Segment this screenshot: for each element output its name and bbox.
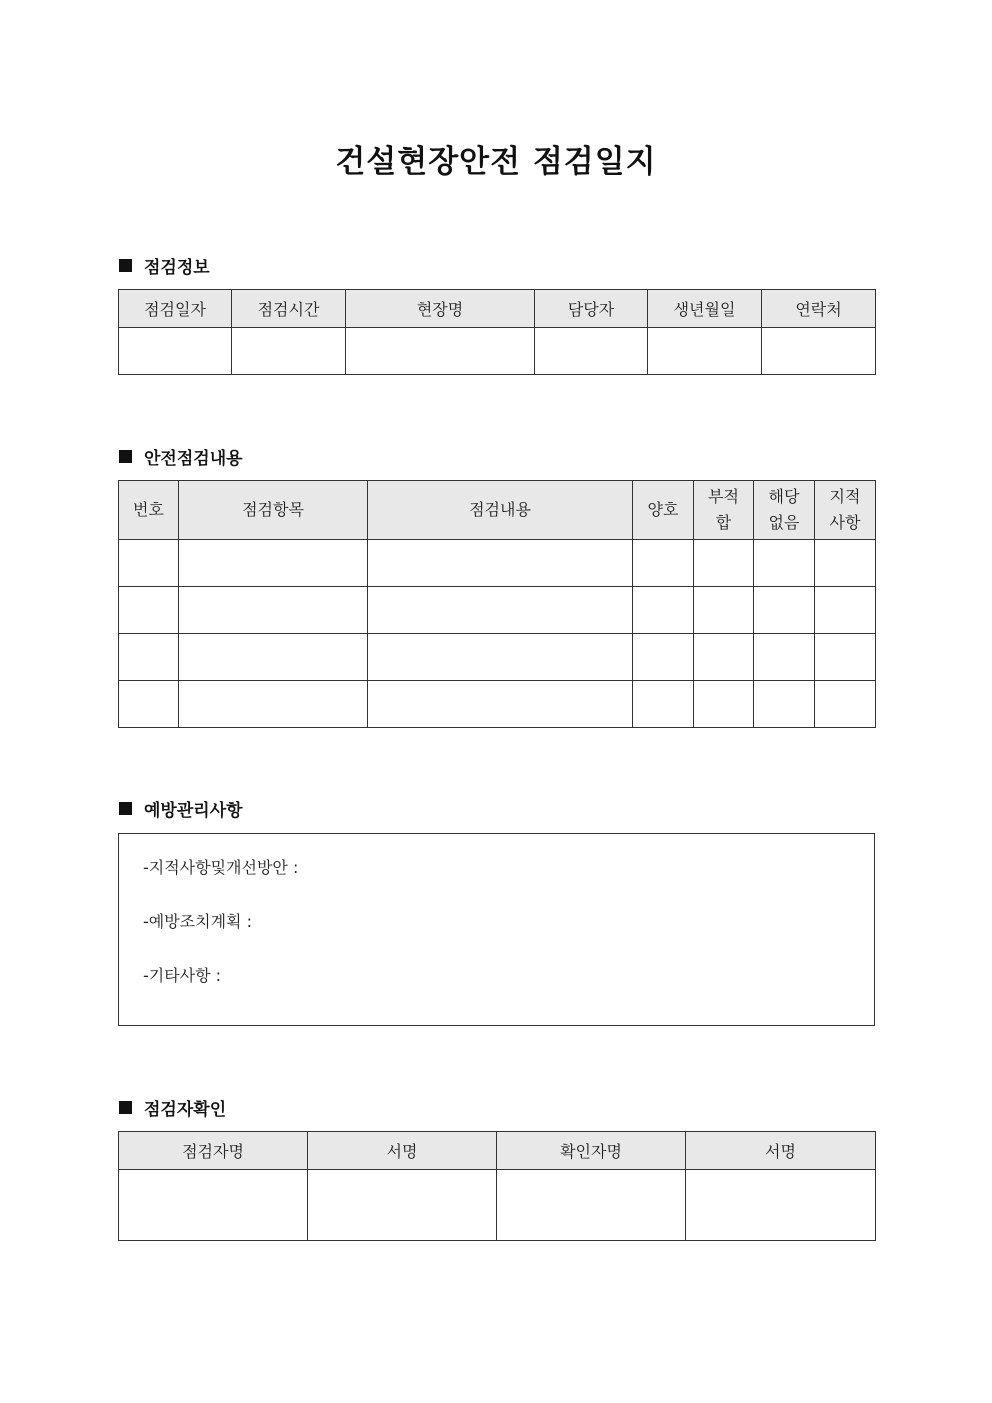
section-heading-content-label: 안전점검내용 — [144, 448, 243, 469]
table-header-row — [119, 290, 876, 328]
good-cell[interactable] — [633, 540, 694, 587]
header-inspection-date: 점검일자 — [119, 290, 232, 328]
table-header-row — [119, 1132, 876, 1170]
inspector-signature-cell[interactable] — [308, 1170, 497, 1241]
header-birth-date: 생년월일 — [648, 290, 762, 328]
table-row — [119, 587, 876, 634]
header-site-name: 현장명 — [346, 290, 535, 328]
unsuitable-cell[interactable] — [694, 587, 754, 634]
square-bullet-icon — [119, 802, 132, 815]
header-confirmer-signature: 서명 — [686, 1132, 876, 1170]
section-heading-info — [119, 253, 210, 277]
table-row — [119, 1170, 876, 1241]
header-good: 양호 — [633, 481, 694, 540]
check-content-cell[interactable] — [368, 681, 633, 728]
page-title: 건설현장안전 점검일지 — [335, 144, 657, 180]
table-row — [119, 328, 876, 375]
section-heading-prevention — [119, 796, 243, 820]
improvement-plan-line: -지적사항및개선방안 : — [143, 858, 299, 877]
header-check-content: 점검내용 — [368, 481, 633, 540]
remarks-cell[interactable] — [815, 634, 876, 681]
not-applicable-cell[interactable] — [754, 540, 815, 587]
confirmer-name-cell[interactable] — [497, 1170, 686, 1241]
header-check-item: 점검항목 — [179, 481, 368, 540]
check-content-cell[interactable] — [368, 634, 633, 681]
unsuitable-cell[interactable] — [694, 540, 754, 587]
header-confirmer-name: 확인자명 — [497, 1132, 686, 1170]
confirmer-signature-cell[interactable] — [686, 1170, 876, 1241]
table-row — [119, 681, 876, 728]
square-bullet-icon — [119, 1101, 132, 1114]
birth-date-cell[interactable] — [648, 328, 762, 375]
check-item-cell[interactable] — [179, 587, 368, 634]
inspector-name-cell[interactable] — [119, 1170, 308, 1241]
header-remarks: 지적 사항 — [815, 481, 876, 540]
other-notes-line: -기타사항 : — [143, 966, 222, 985]
inspection-time-cell[interactable] — [232, 328, 346, 375]
unsuitable-cell[interactable] — [694, 634, 754, 681]
header-manager: 담당자 — [535, 290, 648, 328]
not-applicable-cell[interactable] — [754, 634, 815, 681]
header-contact: 연락처 — [762, 290, 876, 328]
header-not-applicable: 해당 없음 — [754, 481, 815, 540]
confirm-table — [118, 1131, 876, 1241]
good-cell[interactable] — [633, 634, 694, 681]
content-table — [118, 480, 876, 728]
unsuitable-cell[interactable] — [694, 681, 754, 728]
square-bullet-icon — [119, 259, 132, 272]
number-cell[interactable] — [119, 587, 179, 634]
site-name-cell[interactable] — [346, 328, 535, 375]
contact-cell[interactable] — [762, 328, 876, 375]
header-number: 번호 — [119, 481, 179, 540]
number-cell[interactable] — [119, 634, 179, 681]
header-unsuitable: 부적 합 — [694, 481, 754, 540]
preventive-action-line: -예방조치계획 : — [143, 912, 252, 931]
table-row — [119, 634, 876, 681]
manager-cell[interactable] — [535, 328, 648, 375]
inspection-date-cell[interactable] — [119, 328, 232, 375]
number-cell[interactable] — [119, 540, 179, 587]
section-heading-confirm — [119, 1095, 226, 1119]
section-heading-prevention-label: 예방관리사항 — [144, 800, 243, 821]
remarks-cell[interactable] — [815, 540, 876, 587]
table-row — [119, 540, 876, 587]
not-applicable-cell[interactable] — [754, 681, 815, 728]
check-item-cell[interactable] — [179, 681, 368, 728]
check-content-cell[interactable] — [368, 587, 633, 634]
table-header-row — [119, 481, 876, 540]
good-cell[interactable] — [633, 681, 694, 728]
info-table — [118, 289, 876, 375]
prevention-box[interactable] — [118, 833, 875, 1026]
number-cell[interactable] — [119, 681, 179, 728]
square-bullet-icon — [119, 450, 132, 463]
section-heading-info-label: 점검정보 — [144, 257, 210, 278]
section-heading-confirm-label: 점검자확인 — [144, 1099, 227, 1120]
remarks-cell[interactable] — [815, 587, 876, 634]
header-inspection-time: 점검시간 — [232, 290, 346, 328]
section-heading-content — [119, 444, 243, 468]
good-cell[interactable] — [633, 587, 694, 634]
header-inspector-name: 점검자명 — [119, 1132, 308, 1170]
check-item-cell[interactable] — [179, 540, 368, 587]
not-applicable-cell[interactable] — [754, 587, 815, 634]
check-content-cell[interactable] — [368, 540, 633, 587]
check-item-cell[interactable] — [179, 634, 368, 681]
remarks-cell[interactable] — [815, 681, 876, 728]
header-inspector-signature: 서명 — [308, 1132, 497, 1170]
